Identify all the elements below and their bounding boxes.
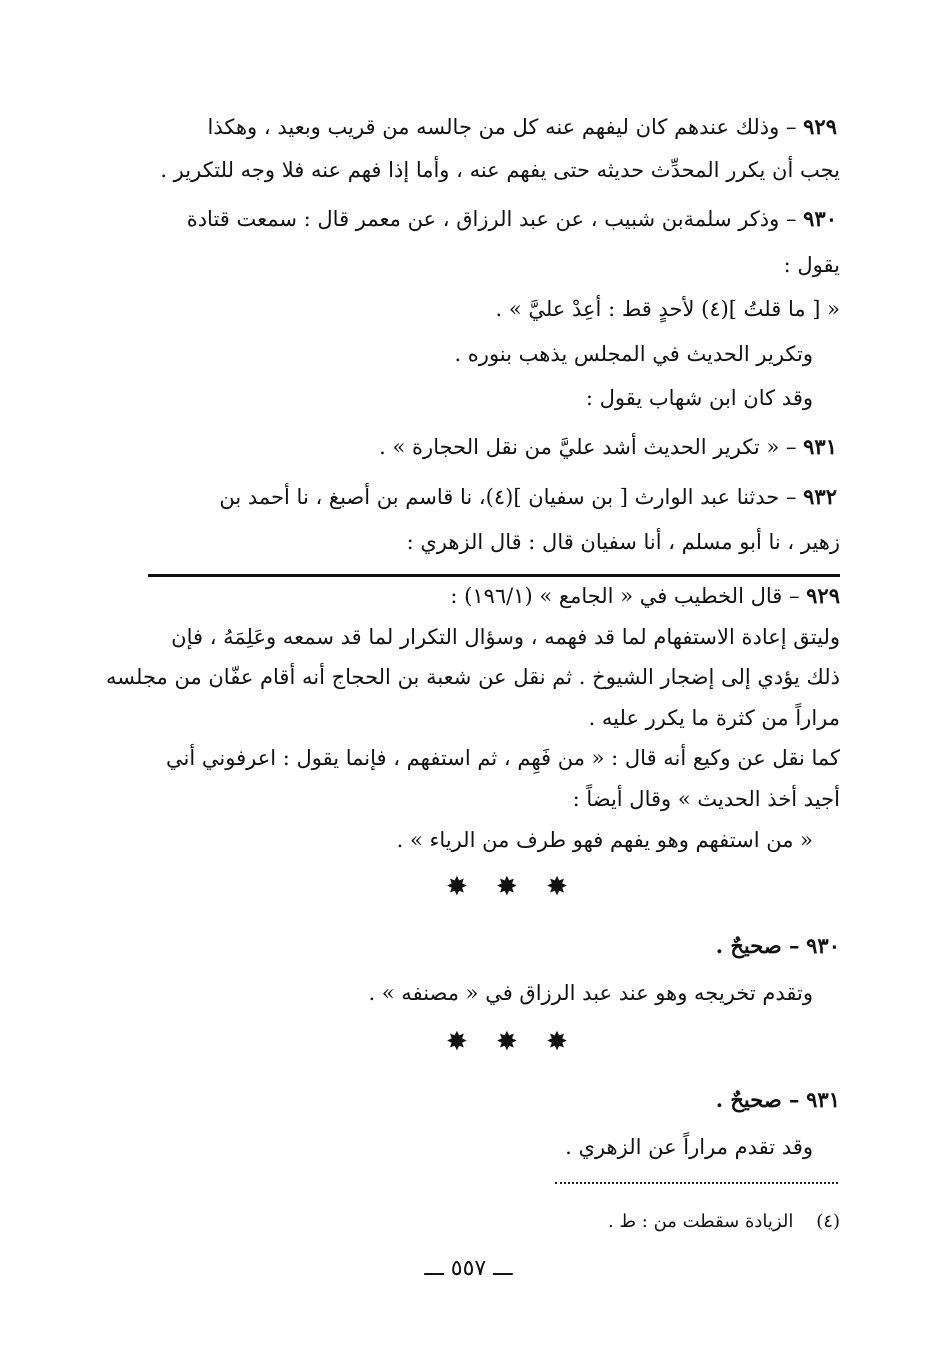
comment-930-heading: ٩٣٠ – صحيحٌ . <box>715 933 840 958</box>
para-931-line1: ٩٣١ – « تكرير الحديث أشد عليَّ من نقل الحجارة » . <box>379 434 837 459</box>
comment-929-line3: ذلك يؤدي إلى إضجار الشيوخ . ثم نقل عن شعبة بن الحجاج أنه أقام عفّان من مجلسه <box>106 665 840 689</box>
comment-929-line7: « من استفهم وهو يفهم فهو طرف من الرياء » . <box>396 828 813 852</box>
para-930-quote: « [ ما قلتُ ](٤) لأحدٍ قط : أعِدْ عليَّ » . <box>495 297 840 321</box>
comment-929-line6: أجيد أخذ الحديث » وقال أيضاً : <box>572 787 840 811</box>
separator-rule <box>148 574 840 577</box>
para-931-number: ٩٣١ <box>803 434 837 459</box>
para-930-line1: ٩٣٠ – وذكر سلمةبن شبيب ، عن عبد الرزاق ، عن معمر قال : سمعت قتادة <box>186 206 837 231</box>
para-929-line2: يجب أن يكرر المحدِّث حديثه حتى يفهم عنه ، وأما إذا فهم عنه فلا وجه للتكرير . <box>160 158 840 182</box>
para-930-number: ٩٣٠ <box>803 206 837 231</box>
footnote <box>608 1210 840 1234</box>
para-932-number: ٩٣٢ <box>803 484 837 509</box>
footnote-marker: (٤) <box>816 1211 840 1232</box>
section-divider-stars-2: ✸ ✸ ✸ <box>446 1027 578 1057</box>
comment-931-line1: وقد تقدم مراراً عن الزهري . <box>565 1135 813 1159</box>
comment-929-line5: كما نقل عن وكيع أنه قال : « من فَهِم ، ثم استفهم ، فإنما يقول : اعرفوني أني <box>166 746 840 770</box>
comment-929-line1: ٩٢٩ – قال الخطيب في « الجامع » (١٩٦/١) : <box>450 583 840 608</box>
section-divider-stars-1: ✸ ✸ ✸ <box>446 872 578 902</box>
page-number: ـــ ٥٥٧ ـــ <box>424 1256 513 1281</box>
comment-930-line1: وتقدم تخريجه وهو عند عبد الرزاق في « مصنفه » . <box>368 981 813 1005</box>
para-930-line5: وقد كان ابن شهاب يقول : <box>585 386 813 410</box>
comment-929-line4: مراراً من كثرة ما يكرر عليه . <box>588 706 840 730</box>
comment-931-heading: ٩٣١ – صحيحٌ . <box>715 1087 840 1112</box>
comment-930-number: ٩٣٠ <box>806 933 840 958</box>
para-929-number: ٩٢٩ <box>803 114 837 139</box>
comment-929-number: ٩٢٩ <box>806 583 840 608</box>
para-932-line2: زهير ، نا أبو مسلم ، أنا سفيان قال : قال الزهري : <box>406 530 840 554</box>
comment-929-line2: وليتق إعادة الاستفهام لما قد فهمه ، وسؤال التكرار لما قد سمعه وعَلِمَهُ ، فإن <box>171 625 840 649</box>
comment-931-number: ٩٣١ <box>806 1087 840 1112</box>
para-929-line1: ٩٢٩ – وذلك عندهم كان ليفهم عنه كل من جالسه من قريب وبعيد ، وهكذا <box>207 114 837 139</box>
para-930-line4: وتكرير الحديث في المجلس يذهب بنوره . <box>454 342 813 366</box>
footnote-text: الزيادة سقطت من : ط . <box>607 1211 794 1232</box>
para-932-line1: ٩٣٢ – حدثنا عبد الوارث [ بن سفيان ](٤)، نا قاسم بن أصبغ ، نا أحمد بن <box>219 484 837 509</box>
para-930-line2: يقول : <box>783 253 840 277</box>
footnote-separator <box>555 1182 838 1184</box>
